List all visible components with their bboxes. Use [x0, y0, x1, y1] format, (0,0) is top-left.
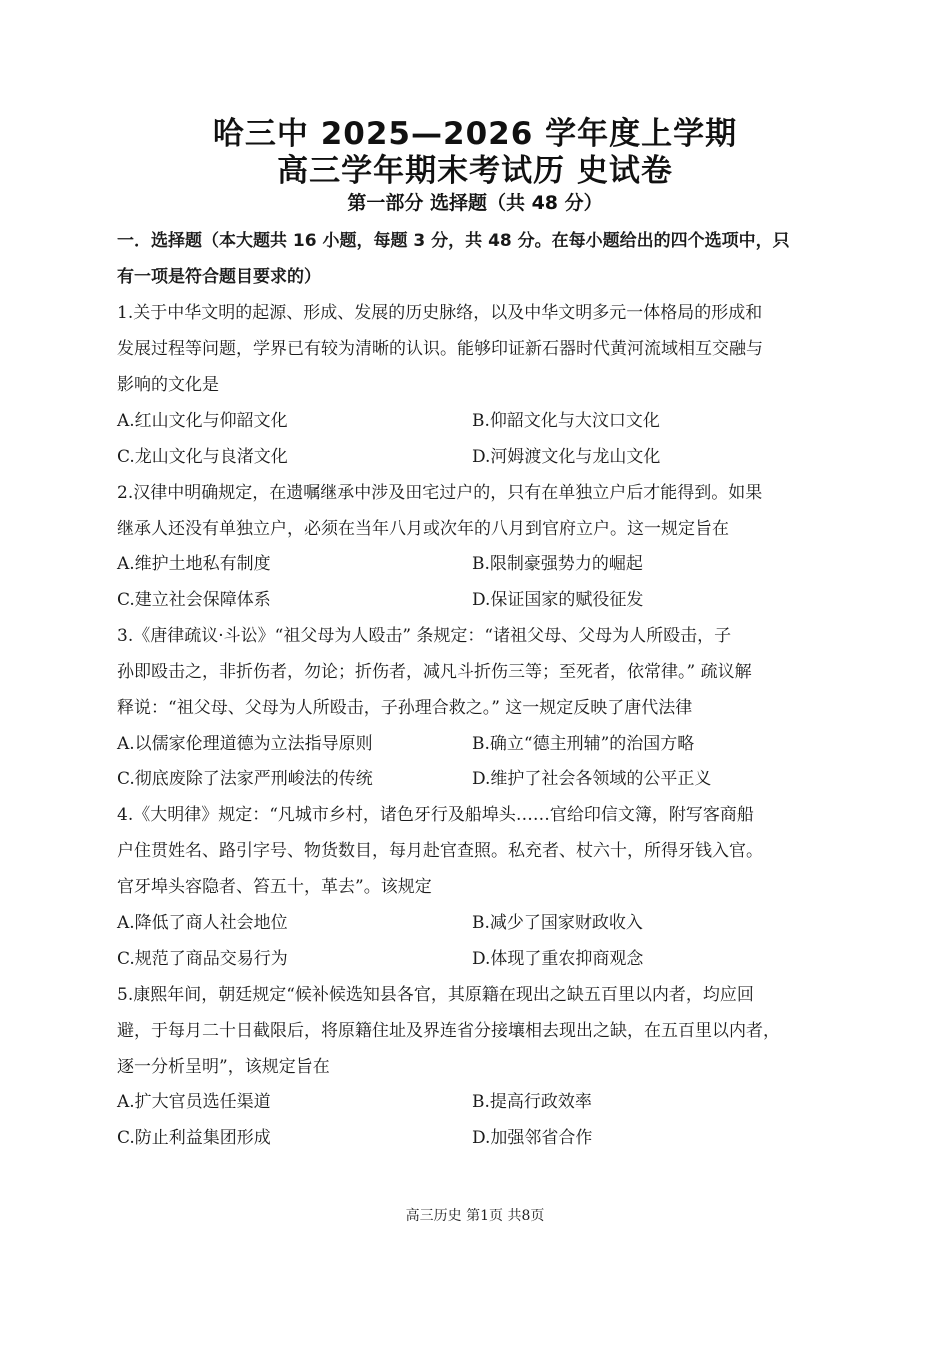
question-3-line: 释说：“祖父母、父母为人所殴击，子孙理合救之。” 这一规定反映了唐代法律: [117, 698, 693, 718]
question-4-option-d: D.体现了重农抑商观念: [472, 949, 644, 969]
question-2-option-d: D.保证国家的赋役征发: [472, 590, 644, 610]
question-1-option-a: A.红山文化与仰韶文化: [117, 411, 288, 431]
exam-title-line2: 高三学年期末考试历 史试卷: [277, 153, 673, 189]
question-2-line: 继承人还没有单独立户，必须在当年八月或次年的八月到官府立户。这一规定旨在: [117, 519, 729, 539]
question-5-option-a: A.扩大官员选任渠道: [117, 1092, 271, 1112]
question-4-option-a: A.降低了商人社会地位: [117, 913, 288, 933]
question-4-option-c: C.规范了商品交易行为: [117, 949, 288, 969]
question-4-line: 官牙埠头容隐者、笞五十，革去”。该规定: [117, 877, 432, 897]
question-1-option-b: B.仰韶文化与大汶口文化: [472, 411, 660, 431]
instruction-line: 一．选择题（本大题共 16 小题，每题 3 分，共 48 分。在每小题给出的四个选项中，只: [117, 231, 790, 251]
question-2-option-a: A.维护土地私有制度: [117, 554, 271, 574]
question-3-option-a: A.以儒家伦理道德为立法指导原则: [117, 734, 373, 754]
instruction-line: 有一项是符合题目要求的）: [117, 267, 321, 287]
question-3-option-d: D.维护了社会各领域的公平正义: [472, 769, 712, 789]
question-2-option-c: C.建立社会保障体系: [117, 590, 271, 610]
page-footer: 高三历史 第1页 共8页: [405, 1208, 545, 1224]
question-1-line: 发展过程等问题，学界已有较为清晰的认识。能够印证新石器时代黄河流域相互交融与: [117, 339, 763, 359]
question-5-line: 逐一分析呈明”，该规定旨在: [117, 1057, 330, 1077]
question-5-option-c: C.防止利益集团形成: [117, 1128, 271, 1148]
question-1-option-c: C.龙山文化与良渚文化: [117, 447, 288, 467]
question-3-option-c: C.彻底废除了法家严刑峻法的传统: [117, 769, 373, 789]
question-2-option-b: B.限制豪强势力的崛起: [472, 554, 643, 574]
question-4-option-b: B.减少了国家财政收入: [472, 913, 643, 933]
question-4-line: 4.《大明律》规定：“凡城市乡村，诸色牙行及船埠头……官给印信文簿，附写客商船: [117, 805, 754, 825]
question-1-option-d: D.河姆渡文化与龙山文化: [472, 447, 661, 467]
part-heading: 第一部分 选择题（共 48 分）: [347, 192, 603, 214]
question-2-line: 2.汉律中明确规定，在遗嘱继承中涉及田宅过户的，只有在单独立户后才能得到。如果: [117, 483, 763, 503]
question-5-option-b: B.提高行政效率: [472, 1092, 592, 1112]
question-1-line: 1.关于中华文明的起源、形成、发展的历史脉络，以及中华文明多元一体格局的形成和: [117, 303, 763, 323]
exam-title-line1: 哈三中 2025—2026 学年度上学期: [212, 116, 738, 152]
question-3-option-b: B.确立“德主刑辅”的治国方略: [472, 734, 695, 754]
question-4-line: 户住贯姓名、路引字号、物货数目，每月赴官查照。私充者、杖六十，所得牙钱入官。: [117, 841, 763, 861]
question-5-line: 避，于每月二十日截限后，将原籍住址及界连省分接壤相去现出之缺，在五百里以内者，: [117, 1021, 780, 1041]
question-3-line: 孙即殴击之，非折伤者，勿论；折伤者，减凡斗折伤三等；至死者，依常律。” 疏议解: [117, 662, 752, 682]
question-5-line: 5.康熙年间，朝廷规定“候补候选知县各官，其原籍在现出之缺五百里以内者，均应回: [117, 985, 754, 1005]
question-5-option-d: D.加强邻省合作: [472, 1128, 593, 1148]
question-3-line: 3.《唐律疏议·斗讼》“祖父母为人殴击” 条规定：“诸祖父母、父母为人所殴击，子: [117, 626, 732, 646]
question-1-line: 影响的文化是: [117, 375, 219, 395]
